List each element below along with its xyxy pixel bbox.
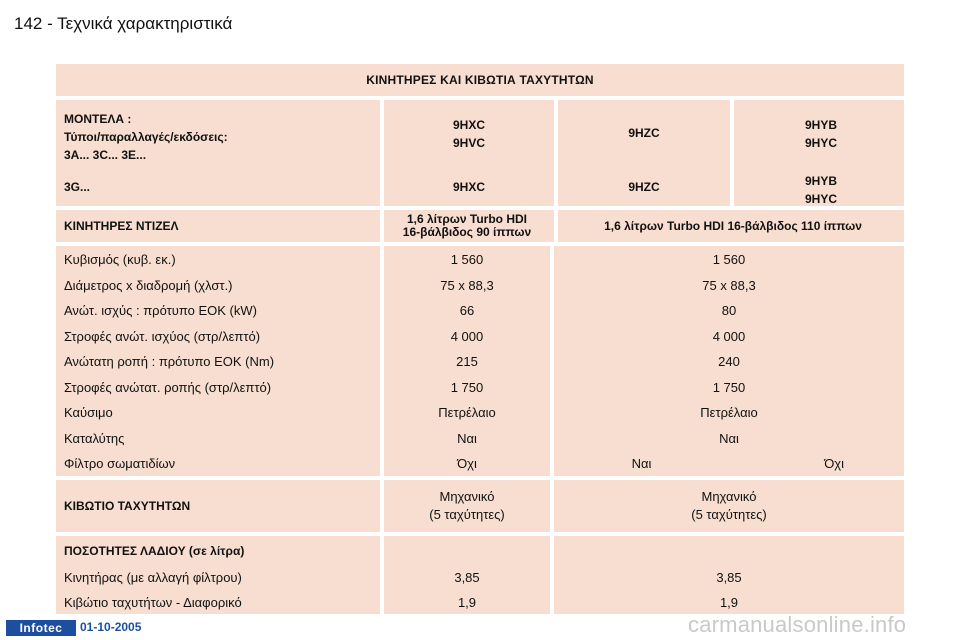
row-value-engine1: 1 750 bbox=[450, 379, 484, 395]
row-value-engine1: 66 bbox=[459, 303, 475, 318]
engine-2-label: 1,6 λίτρων Turbo HDI 16-βάλβιδος 110 ίππων bbox=[554, 210, 908, 242]
table-row bbox=[56, 297, 904, 323]
table-row bbox=[56, 323, 904, 349]
row-label: Καύσιμο bbox=[64, 405, 113, 420]
gearbox-type: Μηχανικό bbox=[701, 489, 757, 504]
oil-engine-value-2: 3,85 bbox=[716, 570, 742, 585]
variant-group-a: 3A... 3C... 3E... bbox=[64, 148, 147, 162]
oil-label: ΠΟΣΟΤΗΤΕΣ ΛΑΔΙΟΥ (σε λίτρα) bbox=[64, 544, 245, 558]
model-code: 9HVC bbox=[452, 136, 485, 150]
row-label: Στροφές ανώτατ. ροπής (στρ/λεπτό) bbox=[64, 379, 272, 395]
footer-date: 01-10-2005 bbox=[80, 620, 142, 634]
row-value-engine1: 75 x 88,3 bbox=[440, 277, 494, 293]
model-code: 9HXC bbox=[452, 118, 485, 132]
models-label: ΜΟΝΤΕΛΑ : bbox=[64, 112, 132, 126]
row-value-engine2: 240 bbox=[718, 354, 740, 369]
oil-engine-label: Κινητήρας (με αλλαγή φίλτρου) bbox=[64, 570, 242, 585]
page-header: 142 - Τεχνικά χαρακτηριστικά bbox=[14, 14, 233, 33]
gearbox-speeds: (5 ταχύτητες) bbox=[691, 507, 767, 522]
row-value-engine2: 75 x 88,3 bbox=[702, 277, 756, 293]
table-row bbox=[56, 272, 904, 298]
row-value-engine1: 1 560 bbox=[450, 252, 484, 267]
table-row bbox=[56, 399, 904, 425]
models-section bbox=[56, 100, 904, 206]
gearbox-type: Μηχανικό bbox=[439, 489, 495, 504]
table-row bbox=[56, 246, 904, 272]
row-value-engine1: 4 000 bbox=[450, 328, 484, 344]
table-row bbox=[56, 374, 904, 400]
model-code: 9HYC bbox=[804, 136, 837, 150]
variant-group-g: 3G... bbox=[64, 180, 91, 194]
row-label: Διάμετρος x διαδρομή (χλστ.) bbox=[64, 277, 233, 293]
row-value-engine2b: Όχι bbox=[824, 456, 844, 471]
row-label: Ανώτ. ισχύς : πρότυπο ΕΟΚ (kW) bbox=[64, 303, 257, 318]
oil-gearbox-value-1: 1,9 bbox=[457, 595, 477, 610]
model-code: 9HXC bbox=[452, 180, 485, 194]
row-value-engine2: Ναι bbox=[719, 430, 739, 446]
row-label: Φίλτρο σωματιδίων bbox=[64, 456, 176, 471]
spec-rows bbox=[56, 246, 904, 476]
row-value-engine2: 1 750 bbox=[712, 379, 746, 395]
row-label: Ανώτατη ροπή : πρότυπο ΕΟΚ (Nm) bbox=[64, 354, 275, 369]
table-title: ΚΙΝΗΤΗΡΕΣ ΚΑΙ ΚΙΒΩΤΙΑ ΤΑΧΥΤΗΤΩΝ bbox=[56, 64, 904, 96]
models-label-column bbox=[56, 100, 376, 206]
row-value-engine2: Πετρέλαιο bbox=[700, 405, 758, 420]
model-code: 9HZC bbox=[628, 126, 660, 140]
row-value-engine1: Όχι bbox=[457, 456, 477, 471]
table-row bbox=[56, 450, 904, 476]
watermark: carmanualsonline.info bbox=[688, 612, 907, 637]
row-value-engine1: 215 bbox=[456, 354, 478, 369]
model-code: 9HYB bbox=[804, 118, 837, 132]
row-label: Στροφές ανώτ. ισχύος (στρ/λεπτό) bbox=[64, 328, 261, 344]
gearbox-engine2 bbox=[550, 480, 904, 532]
row-value-engine2a: Ναι bbox=[631, 456, 652, 471]
table-row bbox=[56, 425, 904, 451]
row-label: Καταλύτης bbox=[64, 430, 125, 446]
types-label: Τύποι/παραλλαγές/εκδόσεις: bbox=[64, 130, 228, 144]
oil-gearbox-value-2: 1,9 bbox=[719, 595, 739, 610]
model-code: 9HYB bbox=[804, 174, 837, 188]
engines-label: ΚΙΝΗΤΗΡΕΣ ΝΤΙΖΕΛ bbox=[64, 219, 179, 233]
model-code: 9HZC bbox=[628, 180, 660, 194]
model-column-3 bbox=[730, 100, 908, 206]
row-value-engine2: 4 000 bbox=[712, 328, 746, 344]
engine-1-label bbox=[380, 210, 550, 242]
engines-header bbox=[56, 210, 904, 242]
row-value-engine1: Πετρέλαιο bbox=[438, 405, 496, 420]
oil-gearbox-label: Κιβώτιο ταχυτήτων - Διαφορικό bbox=[64, 595, 242, 610]
model-code: 9HYC bbox=[804, 192, 837, 206]
table-row bbox=[56, 348, 904, 374]
row-value-engine2: 80 bbox=[721, 303, 737, 318]
model-column-2 bbox=[554, 100, 730, 206]
infotec-logo: Infotec bbox=[6, 620, 76, 636]
oil-engine-value-1: 3,85 bbox=[454, 570, 480, 585]
gearbox-speeds: (5 ταχύτητες) bbox=[429, 507, 505, 522]
engine-1-line2: 16-βάλβιδος 90 ίππων bbox=[402, 225, 532, 239]
gearbox-label: ΚΙΒΩΤΙΟ ΤΑΧΥΤΗΤΩΝ bbox=[64, 499, 191, 513]
model-column-1 bbox=[380, 100, 554, 206]
row-value-engine1: Ναι bbox=[457, 430, 477, 446]
gearbox-engine1 bbox=[380, 480, 550, 532]
row-value-engine2: 1 560 bbox=[712, 252, 746, 267]
oil-section bbox=[56, 536, 904, 614]
engine-1-line1: 1,6 λίτρων Turbo HDI bbox=[406, 212, 528, 226]
gearbox-section bbox=[56, 480, 904, 532]
row-label: Κυβισμός (κυβ. εκ.) bbox=[64, 252, 176, 267]
